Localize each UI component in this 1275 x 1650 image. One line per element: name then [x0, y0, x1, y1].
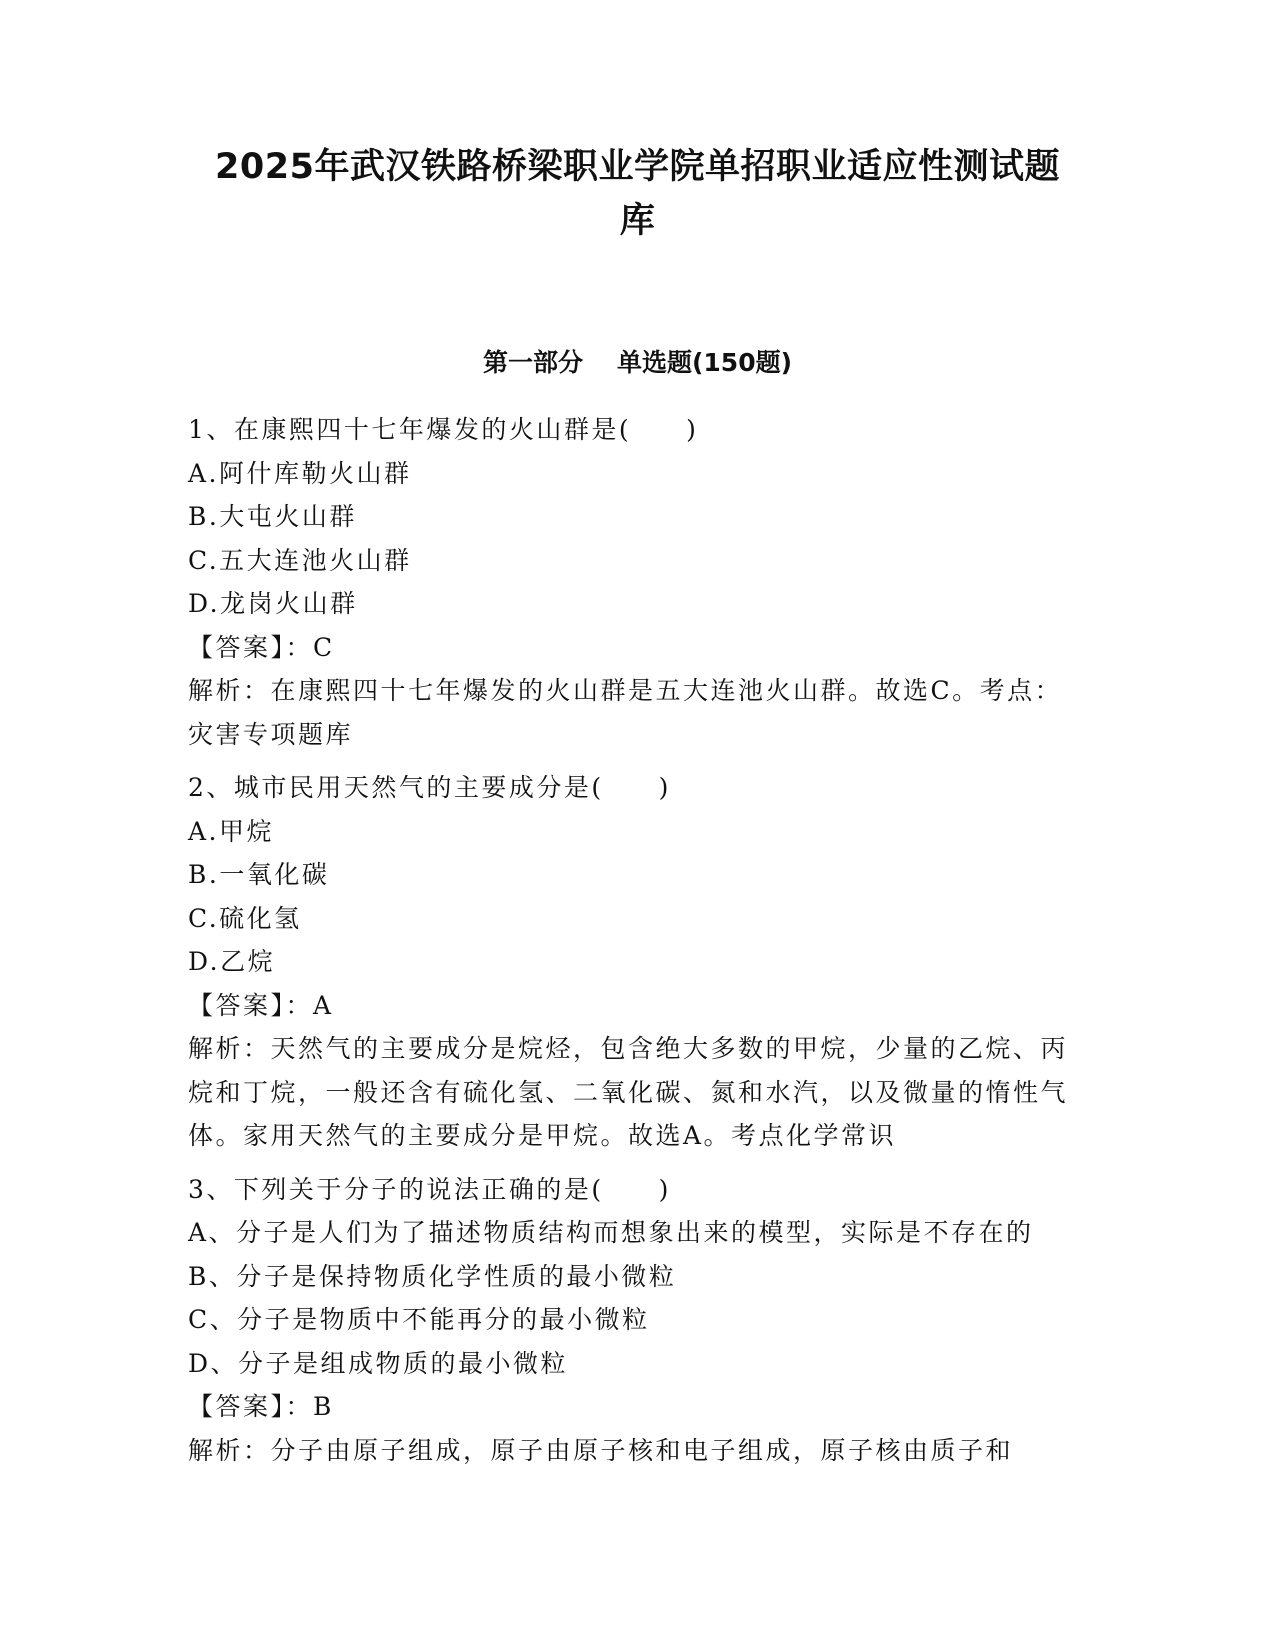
analysis: 解析：分子由原子组成，原子由原子核和电子组成，原子核由质子和 — [188, 1435, 1014, 1465]
question-stem: 1、在康熙四十七年爆发的火山群是( ) — [188, 415, 699, 444]
option-a: A.甲烷 — [188, 816, 275, 846]
question-stem: 2、城市民用天然气的主要成分是( ) — [188, 773, 671, 802]
title-line-1: 2025年武汉铁路桥梁职业学院单招职业适应性测试题 — [215, 147, 1060, 187]
option-d: D.龙岗火山群 — [188, 589, 358, 618]
option-c: C.硫化氢 — [188, 903, 302, 933]
analysis: 解析：在康熙四十七年爆发的火山群是五大连池火山群。故选C。考点：灾害专项题库 — [188, 676, 1063, 749]
title-line-2: 库 — [619, 201, 656, 241]
option-c: C.五大连池火山群 — [188, 545, 412, 575]
document-title — [190, 140, 1085, 248]
question-2 — [188, 766, 1088, 1158]
option-b: B、分子是保持物质化学性质的最小微粒 — [188, 1261, 677, 1291]
question-1 — [188, 408, 1088, 756]
option-a: A.阿什库勒火山群 — [188, 458, 412, 488]
answer: 【答案】：B — [188, 1392, 334, 1421]
section-heading — [0, 346, 1275, 380]
option-d: D.乙烷 — [188, 947, 276, 976]
option-a: A、分子是人们为了描述物质结构而想象出来的模型，实际是不存在的 — [188, 1218, 1034, 1247]
analysis: 解析：天然气的主要成分是烷烃，包含绝大多数的甲烷，少量的乙烷、丙烷和丁烷，一般还含有硫化氢、二氧化碳、氮和水汽，以及微量的惰性气体。家用天然气的主要成分是甲烷。故选A。考点化学常识 — [188, 1034, 1069, 1150]
option-c: C、分子是物质中不能再分的最小微粒 — [188, 1305, 650, 1334]
question-stem: 3、下列关于分子的说法正确的是( ) — [188, 1174, 671, 1204]
section-label: 第一部分 — [482, 348, 583, 377]
option-d: D、分子是组成物质的最小微粒 — [188, 1348, 569, 1378]
question-3 — [188, 1168, 1088, 1473]
option-b: B.一氧化碳 — [188, 860, 330, 889]
option-b: B.大屯火山群 — [188, 502, 357, 531]
section-title: 单选题(150题) — [616, 348, 793, 377]
question-list — [188, 408, 1088, 1482]
answer: 【答案】：C — [188, 632, 335, 662]
answer: 【答案】：A — [188, 990, 334, 1020]
